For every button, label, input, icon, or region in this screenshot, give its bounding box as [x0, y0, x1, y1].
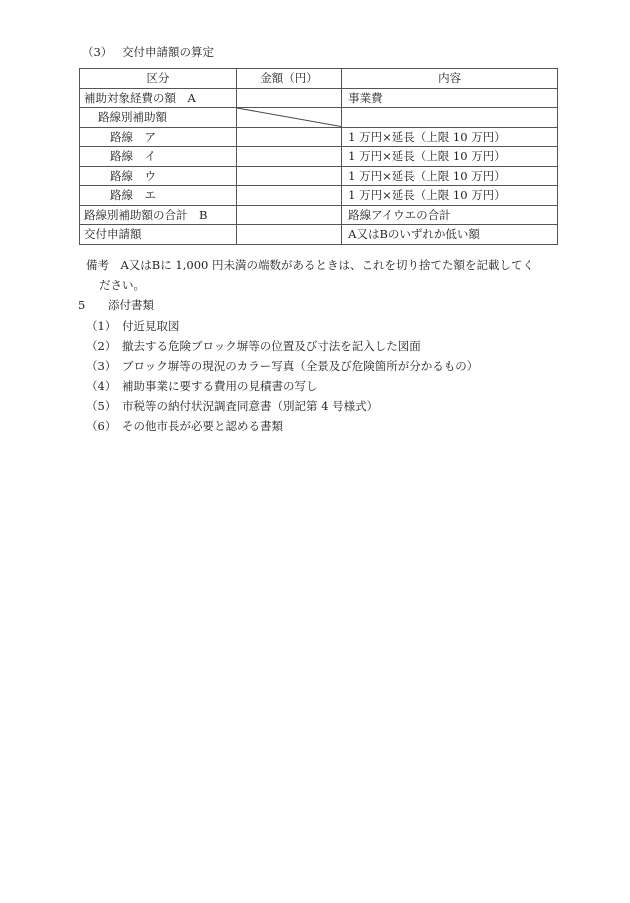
- row-content: 1 万円×延長（上限 10 万円）: [342, 186, 558, 206]
- attachment-item: [86, 318, 180, 334]
- section-3-heading: [82, 44, 214, 60]
- attachment-item: [86, 398, 378, 414]
- amount-cell[interactable]: [236, 88, 341, 108]
- row-label: 補助対象経費の額 A: [80, 88, 237, 108]
- header-content: 内容: [342, 69, 558, 89]
- item-number: （1）: [86, 319, 117, 333]
- row-label: 交付申請額: [80, 225, 237, 245]
- table-row: [80, 147, 558, 167]
- table-header-row: [80, 69, 558, 89]
- item-text: その他市長が必要と認める書類: [122, 419, 283, 433]
- row-content: 1 万円×延長（上限 10 万円）: [342, 127, 558, 147]
- row-label: 路線別補助額の合計 B: [80, 205, 237, 225]
- amount-cell[interactable]: [236, 205, 341, 225]
- item-number: （4）: [86, 379, 117, 393]
- item-text: 撤去する危険ブロック塀等の位置及び寸法を記入した図面: [122, 339, 421, 353]
- table-row: [80, 186, 558, 206]
- table-row: [80, 88, 558, 108]
- row-label: 路線 エ: [80, 186, 237, 206]
- attachment-item: [86, 418, 283, 434]
- item-text: ブロック塀等の現況のカラー写真（全景及び危険箇所が分かるもの）: [122, 359, 479, 373]
- section-3-title: 交付申請額の算定: [122, 45, 214, 59]
- section-5-number: 5: [78, 298, 86, 312]
- attachment-item: [86, 378, 318, 394]
- amount-cell[interactable]: [236, 127, 341, 147]
- row-content: A又はBのいずれか低い額: [342, 225, 558, 245]
- amount-cell[interactable]: [236, 186, 341, 206]
- row-label: 路線別補助額: [80, 108, 237, 128]
- row-label: 路線 ウ: [80, 166, 237, 186]
- item-number: （6）: [86, 419, 117, 433]
- attachment-item: [86, 338, 421, 354]
- note-text-line-2: ださい。: [99, 278, 145, 292]
- table-row: [80, 225, 558, 245]
- item-text: 補助事業に要する費用の見積書の写し: [122, 379, 318, 393]
- header-category: 区分: [80, 69, 237, 89]
- row-content: 1 万円×延長（上限 10 万円）: [342, 147, 558, 167]
- attachment-item: [86, 358, 478, 374]
- item-number: （5）: [86, 399, 117, 413]
- table-row: [80, 127, 558, 147]
- amount-cell-crossed-out: [236, 108, 341, 128]
- item-text: 付近見取図: [122, 319, 180, 333]
- item-number: （2）: [86, 339, 117, 353]
- note-text-line-1: 備考 A又はBに 1,000 円未満の端数があるときは、これを切り捨てた額を記載してく: [86, 258, 534, 272]
- diagonal-strike-line: [237, 108, 341, 127]
- item-text: 市税等の納付状況調査同意書（別記第 4 号様式）: [122, 399, 379, 413]
- table-row: [80, 166, 558, 186]
- row-content: 路線アイウエの合計: [342, 205, 558, 225]
- item-number: （3）: [86, 359, 117, 373]
- section-3-number: （3）: [82, 45, 113, 59]
- row-label: 路線 イ: [80, 147, 237, 167]
- section-5-heading: [78, 297, 154, 313]
- header-amount: 金額（円）: [236, 69, 341, 89]
- table-row: [80, 108, 558, 128]
- row-content: 事業費: [342, 88, 558, 108]
- table-row: [80, 205, 558, 225]
- row-content: [342, 108, 558, 128]
- section-5-title: 添付書類: [108, 298, 154, 312]
- amount-cell[interactable]: [236, 147, 341, 167]
- row-content: 1 万円×延長（上限 10 万円）: [342, 166, 558, 186]
- row-label: 路線 ア: [80, 127, 237, 147]
- amount-cell[interactable]: [236, 225, 341, 245]
- grant-calculation-table: [79, 68, 558, 245]
- amount-cell[interactable]: [236, 166, 341, 186]
